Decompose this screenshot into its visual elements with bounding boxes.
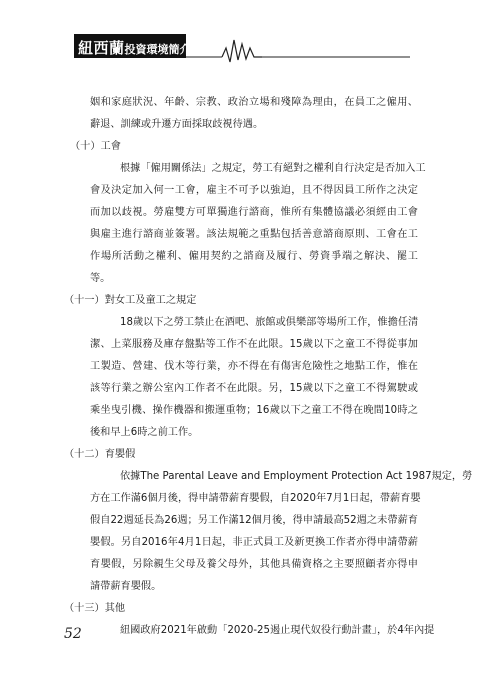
text-line: 該等行業之辦公室內工作者不在此限。另，15歲以下之童工不得駕駛或 <box>90 383 418 394</box>
text-line: 而加以歧視。勞雇雙方可單獨進行諮商，惟所有集體協議必須經由工會 <box>90 207 418 218</box>
text-line: 辭退、訓練或升遷方面採取歧視待遇。 <box>90 119 264 130</box>
text-line: 作場所活動之權利、僱用契約之諮商及履行、勞資爭端之解決、罷工 <box>90 251 418 262</box>
text-line: 與雇主進行諮商並簽署。該法規範之重點包括善意諮商原則、工會在工 <box>90 229 418 240</box>
text-line: 假自22週延長為26週；另工作滿12個月後，得申請最高52週之未帶薪育 <box>90 515 418 526</box>
section-heading: （十三）其他 <box>64 603 126 614</box>
section-heading: （十）工會 <box>70 141 121 152</box>
text-line: 方在工作滿6個月後，得申請帶薪育嬰假，自2020年7月1日起，帶薪育嬰 <box>90 493 421 504</box>
text-line: 根據「僱用關係法」之規定，勞工有絕對之權利自行決定是否加入工 <box>120 163 426 174</box>
page-number: 52 <box>64 626 82 642</box>
text-line: 請帶薪育嬰假。 <box>90 581 162 592</box>
header-title <box>78 37 191 58</box>
text-line: 育嬰假，另除親生父母及養父母外，其他具備資格之主要照顧者亦得申 <box>90 559 418 570</box>
text-line: 會及決定加入何一工會，雇主不可予以強迫，且不得因員工所作之決定 <box>90 185 418 196</box>
running-header <box>0 26 480 66</box>
header-title-sub: 投資環境簡介 <box>124 43 191 56</box>
text-line: 工製造、營建、伐木等行業，亦不得在有傷害危險性之地點工作，惟在 <box>90 361 418 372</box>
header-rule-heartbeat <box>0 26 480 66</box>
section-heading: （十二）育嬰假 <box>64 449 136 460</box>
text-line: 姻和家庭狀況、年齡、宗教、政治立場和殘障為理由，在員工之僱用、 <box>90 97 418 108</box>
text-line: 潔、上菜服務及庫存盤點等工作不在此限。15歲以下之童工不得從事加 <box>90 339 418 350</box>
text-line: 等。 <box>90 273 111 284</box>
text-line: 嬰假。另自2016年4月1日起，非正式員工及新更換工作者亦得申請帶薪 <box>90 537 418 548</box>
text-line: 18歲以下之勞工禁止在酒吧、旅館或俱樂部等場所工作，惟擔任清 <box>120 317 419 328</box>
text-line: 後和早上6時之前工作。 <box>90 427 199 438</box>
text-line: 依據The Parental Leave and Employment Protection Act 1987規定，勞 <box>120 471 473 482</box>
text-line: 紐國政府2021年啟動「2020-25遏止現代奴役行動計畫」，於4年內提 <box>120 625 435 636</box>
header-title-main: 紐西蘭 <box>78 39 125 57</box>
section-heading: （十一）對女工及童工之規定 <box>64 295 197 306</box>
text-line: 乘坐曳引機、操作機器和搬運重物；16歲以下之童工不得在晚間10時之 <box>90 405 418 416</box>
